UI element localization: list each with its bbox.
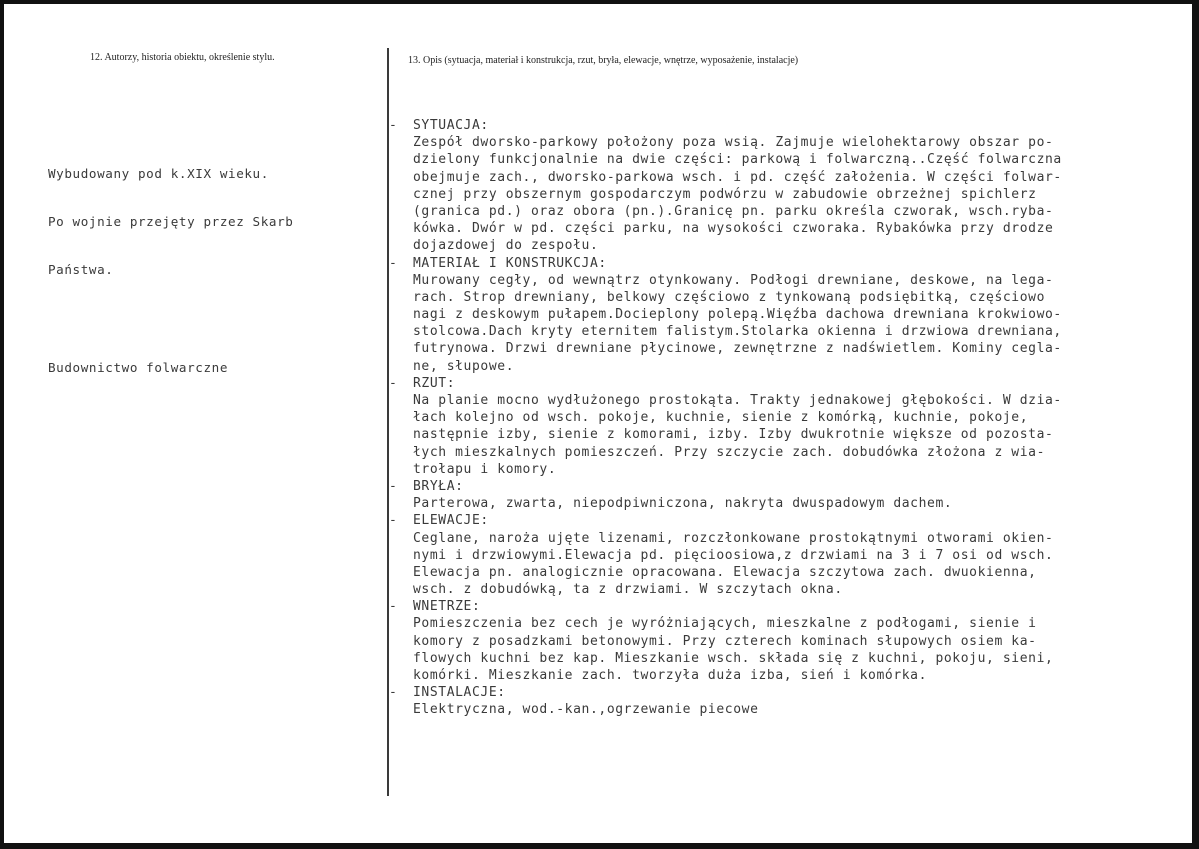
section-text-line: komórki. Mieszkanie zach. tworzyła duża izba, sień i komórka. — [413, 668, 928, 683]
section-title — [389, 512, 1062, 529]
section-title-text: ELEWACJE: — [413, 513, 489, 529]
section-dash: - — [389, 118, 398, 133]
section-text-line: nymi i drzwiowymi.Elewacja pd. pięcioosiowa,z drzwiami na 3 i 7 osi od wsch. — [413, 547, 1054, 563]
section-text-line: Parterowa, zwarta, niepodpiwniczona, nakryta dwuspadowym dachem. — [413, 496, 953, 512]
section-title-text: WNETRZE: — [413, 599, 481, 615]
section-text-line: następnie izby, sienie z komorami, izby. Izby dwukrotnie większe od pozosta- — [413, 427, 1054, 443]
section-text-line: Na planie mocno wydłużonego prostokąta. Trakty jednakowej głębokości. W dzia- — [413, 393, 1062, 408]
section-text-line: flowych kuchni bez kap. Mieszkanie wsch. składa się z kuchni, pokoju, sieni, — [413, 650, 1054, 666]
history-line: Wybudowany pod k.XIX wieku. — [48, 166, 269, 181]
section-text-line: cznej przy obszernym gospodarczym podwórzu w zabudowie obrzeżnej spichlerz — [413, 186, 1037, 202]
section-text-line: trołapu i komory. — [413, 461, 557, 477]
section-title — [389, 375, 1062, 392]
section-text-line: ne, słupowe. — [413, 358, 515, 374]
section-text-line: wsch. z dobudówką, ta z drzwiami. W szczytach okna. — [413, 582, 843, 598]
section-title — [389, 598, 1062, 615]
section-text-line: obejmuje zach., dworsko-parkowa wsch. i pd. część założenia. W części folwar- — [413, 169, 1062, 185]
description-text — [389, 117, 1062, 719]
section-text-line: komory z posadzkami betonowymi. Przy czterech kominach słupowych osiem ka- — [413, 633, 1037, 649]
section-title-text: INSTALACJE: — [413, 685, 506, 701]
section-title — [389, 478, 1062, 495]
description-heading: 13. Opis (sytuacja, materiał i konstrukcja, rzut, bryła, elewacje, wnętrze, wyposażenie, instalacje) — [408, 55, 799, 66]
section-text-line: Zespół dworsko-parkowy położony poza wsią. Zajmuje wielohektarowy obszar po- — [413, 135, 1054, 151]
section-text-line: Elektryczna, wod.-kan.,ogrzewanie piecowe — [413, 702, 759, 718]
section-text-line: dojazdowej do zespołu. — [413, 238, 599, 254]
section-text-line: kówka. Dwór w pd. części parku, na wysokości czworaka. Rybakówka przy drodze — [413, 221, 1054, 237]
style-line: Budownictwo folwarczne — [48, 360, 229, 375]
section-title-text: SYTUACJA: — [413, 118, 489, 133]
section-text-line: dzielony funkcjonalnie na dwie części: parkową i folwarczną..Część folwarczna — [413, 152, 1062, 168]
section-title — [389, 117, 1062, 134]
section-text-line: łach kolejno od wsch. pokoje, kuchnie, sienie z komórką, kuchnie, pokoje, — [413, 410, 1029, 426]
section-title-text: MATERIAŁ I KONSTRUKCJA: — [413, 255, 607, 271]
section-text-line: łych mieszkalnych pomieszczeń. Przy szczycie zach. dobudówka złożona z wia- — [413, 444, 1045, 460]
authors-history-style-heading: 12. Autorzy, historia obiektu, określenie stylu. — [90, 52, 275, 63]
section-text-line: (granica pd.) oraz obora (pn.).Granicę pn. parku określa czworak, wsch.ryba- — [413, 203, 1054, 219]
section-text-line: stolcowa.Dach kryty eternitem falistym.Stolarka okienna i drzwiowa drewniana, — [413, 324, 1062, 340]
section-title — [389, 684, 1062, 701]
section-title — [389, 255, 1062, 272]
section-title-text: RZUT: — [413, 375, 456, 391]
section-dash: - — [389, 375, 398, 391]
section-text-line: nagi z deskowym pułapem.Docieplony polepą.Więźba dachowa drewniana krokwiowo- — [413, 307, 1062, 323]
section-title-text: BRYŁA: — [413, 478, 464, 494]
section-text-line: rach. Strop drewniany, belkowy częściowo z tynkowaną podsiębitką, częściowo — [413, 289, 1045, 305]
section-dash: - — [389, 599, 398, 615]
section-dash: - — [389, 478, 398, 494]
section-dash: - — [389, 685, 398, 701]
section-dash: - — [389, 255, 398, 271]
section-text-line: Ceglane, naroża ujęte lizenami, rozczłonkowane prostokątnymi otworami okien- — [413, 530, 1054, 546]
section-text-line: futrynowa. Drzwi drewniane płycinowe, zewnętrzne z nadświetlem. Kominy cegla- — [413, 341, 1062, 357]
history-text — [48, 134, 293, 392]
history-line: Państwa. — [48, 262, 114, 277]
section-text-line: Murowany cegły, od wewnątrz otynkowany. Podłogi drewniane, deskowe, na lega- — [413, 272, 1054, 288]
section-text-line: Elewacja pn. analogicznie opracowana. Elewacja szczytowa zach. dwuokienna, — [413, 564, 1037, 580]
history-line: Po wojnie przejęty przez Skarb — [48, 214, 294, 229]
section-dash: - — [389, 513, 398, 529]
section-text-line: Pomieszczenia bez cech je wyróżniających, mieszkalne z podłogami, sienie i — [413, 616, 1037, 632]
